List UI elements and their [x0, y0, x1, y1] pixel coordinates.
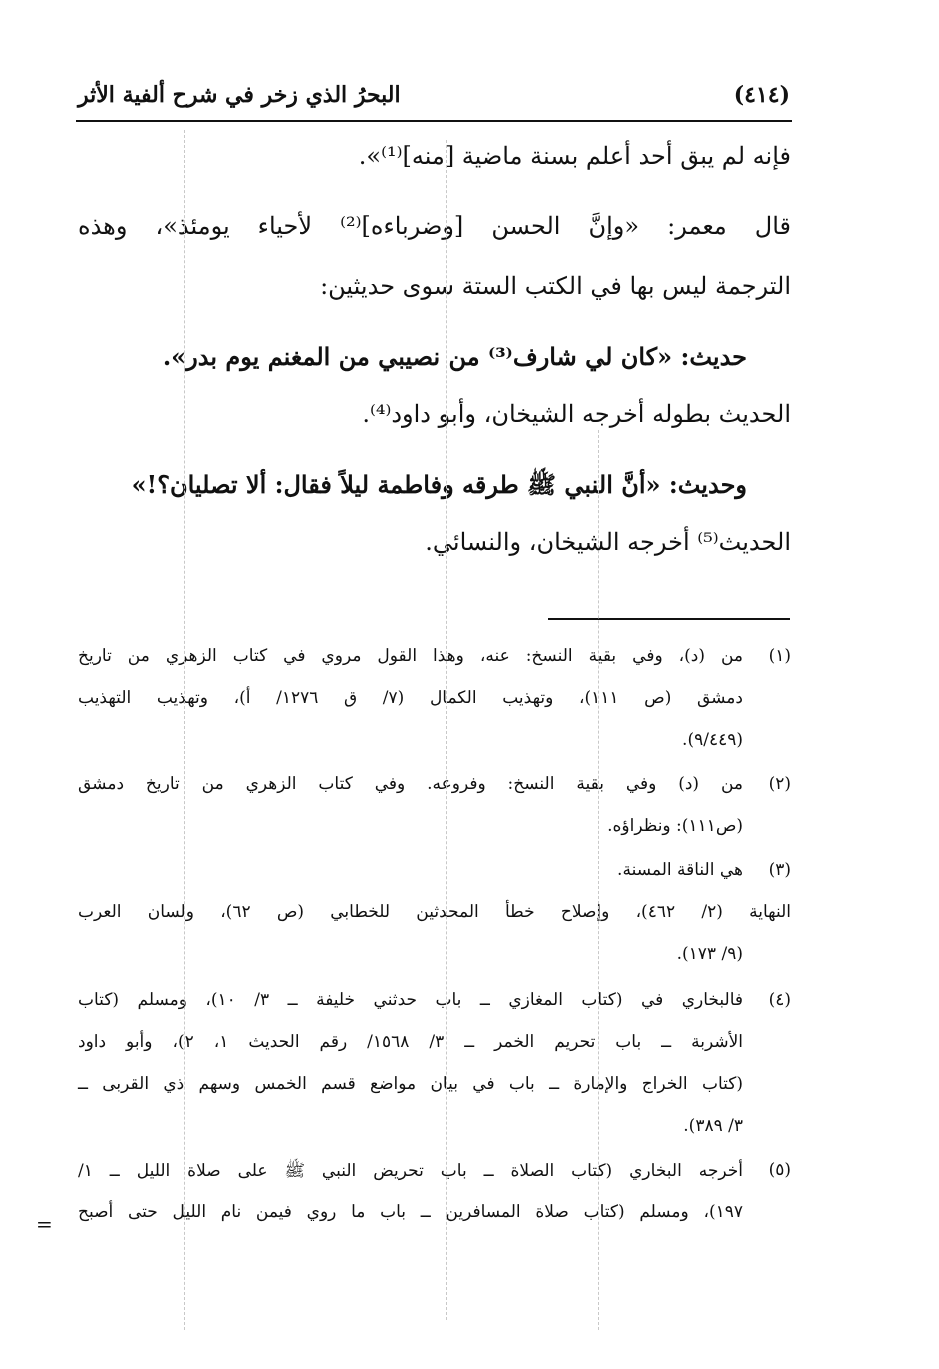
page-header	[76, 80, 792, 122]
footnote-number-3: (٣)	[768, 860, 791, 880]
footnote-5-line-1: أخرجه البخاري (كتاب الصلاة ــ باب تحريض النبي ﷺ على صلاة الليل ــ ١/	[78, 1161, 743, 1181]
body-line-7: الحديث⁽⁵⁾ أخرجه الشيخان، والنسائي.	[425, 528, 791, 556]
scan-artifact-line	[184, 130, 185, 1330]
scan-artifact-line	[446, 140, 447, 1320]
body-line-2: قال معمر: «وإنَّ الحسن [وضرباءه]⁽²⁾ لأحياء يومئذ»، وهذه	[78, 212, 792, 240]
footnote-separator	[548, 618, 790, 620]
footnote-5-line-2: ١٩٧)، ومسلم (كتاب صلاة المسافرين ــ باب ما روي فيمن نام الليل حتى أصبح	[78, 1202, 743, 1222]
page-number: (٤١٤)	[733, 82, 790, 108]
body-line-5: الحديث بطوله أخرجه الشيخان، وأبو داود⁽⁴⁾.	[362, 400, 791, 428]
body-line-1: فإنه لم يبق أحد أعلم بسنة ماضية [منه]⁽¹⁾».	[358, 142, 791, 170]
running-title: البحرُ الذي زخر في شرح ألفية الأثر	[78, 82, 401, 108]
footnote-2-line-1: من (د) وفي بقية النسخ: وفروعه. وفي كتاب الزهري من تاريخ دمشق	[78, 774, 743, 794]
footnote-4-line-1: فالبخاري في (كتاب المغازي ــ باب حدثني خليفة ــ ٣/ ١٠)، ومسلم (كتاب	[78, 990, 744, 1010]
body-line-4: حديث: «كان لي شارف⁽³⁾ من نصيبي من المغنم يوم بدر».	[162, 342, 747, 371]
scan-artifact-line	[598, 430, 599, 1330]
body-line-6: وحديث: «أنَّ النبي ﷺ طرقه وفاطمة ليلاً فقال: ألا تصليان؟!»	[131, 470, 747, 499]
footnote-3-line-1: هي الناقة المسنة.	[617, 860, 743, 880]
footnote-number-4: (٤)	[768, 990, 791, 1010]
footnote-2-line-2: (ص١١١): ونظراؤه.	[607, 816, 743, 836]
continuation-mark: =	[36, 1212, 53, 1236]
footnote-3-line-3: (٩/ ١٧٣).	[676, 944, 743, 964]
footnote-4-line-4: ٣/ ٣٨٩).	[683, 1116, 743, 1136]
footnote-number-1: (١)	[768, 646, 791, 666]
footnote-4-line-3: (كتاب الخراج والإمارة ــ باب في بيان مواضع قسم الخمس وسهم ذي القربى ــ	[78, 1074, 743, 1094]
footnote-1-line-3: (٩/٤٤٩).	[682, 730, 743, 750]
footnote-3-line-2: النهاية (٢/ ٤٦٢)، وإصلاح خطأ المحدثين للخطابي (ص ٦٢)، ولسان العرب	[78, 902, 791, 922]
footnote-1-line-1: من (د)، وفي بقية النسخ: عنه، وهذا القول مروي في كتاب الزهري من تاريخ	[78, 646, 743, 666]
footnote-number-2: (٢)	[768, 774, 791, 794]
footnote-4-line-2: الأشربة ــ باب تحريم الخمر ــ ٣/ ١٥٦٨/ رقم الحديث ١، ٢)، وأبو داود	[78, 1032, 743, 1052]
footnote-1-line-2: دمشق (ص ١١١)، وتهذيب الكمال (٧/ ق ١٢٧٦/ أ)، وتهذيب التهذيب	[78, 688, 743, 708]
footnote-number-5: (٥)	[768, 1160, 791, 1180]
body-line-3: الترجمة ليس بها في الكتب الستة سوى حديثين:	[320, 272, 791, 300]
